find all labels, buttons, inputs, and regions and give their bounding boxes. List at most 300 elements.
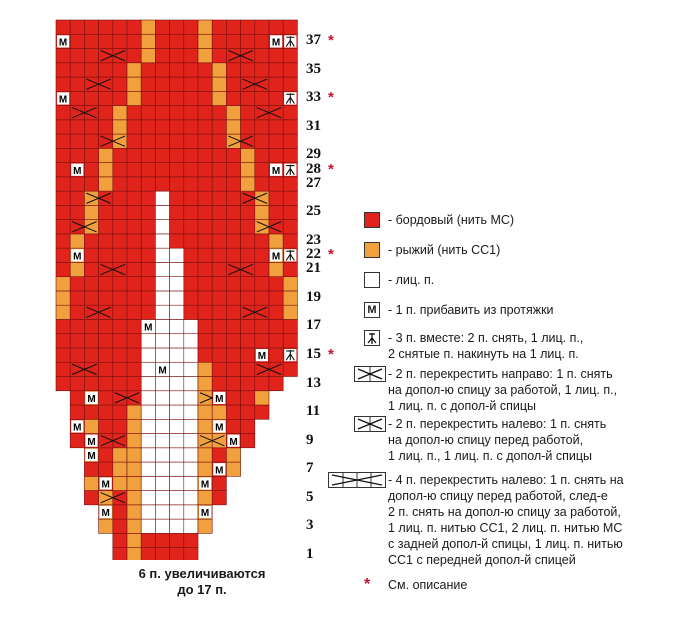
chart-cell [226,20,240,34]
chart-cell [127,120,141,134]
chart-cell [170,49,184,63]
chart-cell [184,277,198,291]
chart-cell [56,163,70,177]
chart-cell [141,120,155,134]
chart-cell [212,319,226,333]
chart-cell [269,120,283,134]
chart-cell [170,377,184,391]
chart-cell [70,120,84,134]
caption-line-1: 6 п. увеличиваются [138,566,266,581]
chart-cell [141,234,155,248]
chart-cell [155,334,169,348]
chart-cell [84,419,98,433]
chart-cell [226,334,240,348]
row-number-15: 15 [306,345,321,362]
chart-cell [283,262,297,276]
chart-cell [56,334,70,348]
chart-cell [113,248,127,262]
chart-cell [155,405,169,419]
chart-cell [99,419,113,433]
chart-cell [170,448,184,462]
chart-cell [226,291,240,305]
chart-cell [184,20,198,34]
chart-cell [184,519,198,533]
row-number-37: 37 [306,32,321,49]
chart-cell [198,106,212,120]
chart-cell [84,291,98,305]
make-one-mark: M [215,394,224,406]
chart-cell [170,462,184,476]
chart-cell [212,234,226,248]
chart-cell [70,234,84,248]
chart-cell [255,405,269,419]
chart-cell [84,163,98,177]
chart-cell [127,163,141,177]
chart-cell [99,163,113,177]
chart-cell [155,377,169,391]
chart-cell [113,234,127,248]
chart-cell [226,77,240,91]
chart-cell [198,291,212,305]
chart-cell [170,505,184,519]
star-icon: * [328,32,334,50]
chart-cell [99,462,113,476]
chart-cell [269,91,283,105]
chart-cell [198,134,212,148]
chart-cell [127,305,141,319]
chart-cell [56,262,70,276]
chart-cell [184,163,198,177]
chart-cell [184,63,198,77]
make-one-mark: M [271,37,281,49]
chart-cell [127,505,141,519]
chart-cell [226,462,240,476]
chart-cell [198,305,212,319]
chart-cell [184,106,198,120]
legend-text: - 2 п. перекрестить направо: 1 п. снять [388,367,613,381]
chart-cell [212,334,226,348]
chart-cell [56,20,70,34]
chart-cell [113,334,127,348]
chart-cell [255,34,269,48]
chart-cell [56,319,70,333]
chart-cell [84,262,98,276]
chart-cell [56,134,70,148]
chart-cell [70,49,84,63]
chart-cell [155,505,169,519]
chart-cell [155,120,169,134]
chart-cell [141,106,155,120]
chart-cell [141,362,155,376]
chart-cell [269,262,283,276]
chart-cell [226,220,240,234]
chart-cell [113,191,127,205]
chart-cell [113,305,127,319]
chart-cell [269,205,283,219]
chart-cell [198,491,212,505]
chart-cell [255,334,269,348]
chart-cell [283,134,297,148]
chart-cell [226,120,240,134]
chart-cell [84,377,98,391]
chart-cell [155,163,169,177]
chart-cell [155,77,169,91]
chart-cell [198,77,212,91]
chart-cell [170,548,184,560]
chart-cell [113,91,127,105]
chart-cell [155,148,169,162]
chart-cell [141,448,155,462]
chart-cell [113,448,127,462]
row-number-11: 11 [306,403,321,420]
chart-cell [99,362,113,376]
chart-cell [255,120,269,134]
chart-cell [84,334,98,348]
chart-cell [113,419,127,433]
row-number-35: 35 [306,60,321,77]
chart-cell [198,220,212,234]
chart-cell [170,533,184,547]
chart-cell [269,177,283,191]
chart-cell [226,277,240,291]
chart-cell [141,491,155,505]
chart-cell [212,277,226,291]
chart-cell [212,91,226,105]
chart-cell [269,134,283,148]
chart-cell [56,177,70,191]
row-number-1: 1 [306,545,314,562]
chart-cell [212,262,226,276]
chart-cell [155,462,169,476]
chart-cell [212,20,226,34]
chart-cell [170,63,184,77]
chart-cell [70,305,84,319]
chart-cell [226,234,240,248]
chart-cell [155,20,169,34]
chart-cell [241,234,255,248]
chart-cell [99,234,113,248]
legend-text: с задней допол-й спицы, 1 лиц. п. нитью [388,537,623,551]
chart-cell [255,49,269,63]
chart-cell [283,305,297,319]
chart-cell [84,348,98,362]
chart-cell [198,334,212,348]
chart-cell [127,262,141,276]
chart-cell [141,163,155,177]
chart-cell [155,348,169,362]
chart-cell [241,434,255,448]
chart-cell [198,262,212,276]
chart-cell [99,277,113,291]
chart-cell [184,262,198,276]
chart-cell [155,448,169,462]
chart-cell [226,319,240,333]
make-one-mark: M [158,365,167,377]
chart-cell [141,391,155,405]
make-one-mark: M [87,436,96,448]
chart-cell [127,476,141,490]
chart-cell [184,362,198,376]
chart-cell [170,34,184,48]
chart-cell [269,319,283,333]
chart-cell [141,77,155,91]
chart-cell [226,91,240,105]
chart-cell [212,77,226,91]
chart-cell [283,334,297,348]
chart-cell [170,348,184,362]
chart-cell [141,220,155,234]
chart-cell [84,177,98,191]
chart-cell [84,405,98,419]
chart-cell [127,91,141,105]
chart-cell [127,348,141,362]
chart-cell [198,163,212,177]
chart-cell [113,548,127,560]
chart-cell [113,148,127,162]
chart-cell [84,205,98,219]
chart-cell [127,291,141,305]
chart-cell [141,205,155,219]
chart-cell [84,91,98,105]
chart-cell [155,533,169,547]
chart-cell [255,262,269,276]
chart-cell [113,377,127,391]
chart-cell [127,77,141,91]
chart-cell [283,63,297,77]
chart-cell [99,205,113,219]
chart-cell [198,462,212,476]
chart-cell [212,491,226,505]
chart-cell [184,462,198,476]
chart-cell [170,519,184,533]
chart-cell [198,362,212,376]
chart-cell [255,377,269,391]
chart-cell [198,319,212,333]
chart-cell [170,134,184,148]
chart-cell [198,49,212,63]
chart-cell [226,305,240,319]
chart-cell [84,120,98,134]
chart-cell [226,348,240,362]
chart-cell [99,120,113,134]
chart-cell [84,476,98,490]
chart-cell [226,391,240,405]
chart-cell [127,319,141,333]
chart-cell [283,177,297,191]
chart-cell [113,405,127,419]
make-one-mark: M [257,351,267,363]
chart-cell [212,377,226,391]
legend-text: - лиц. п. [388,273,435,287]
chart-cell [170,305,184,319]
star-icon: * [328,89,334,107]
chart-cell [70,63,84,77]
chart-cell [141,262,155,276]
chart-cell [241,220,255,234]
chart-cell [212,405,226,419]
make-one-icon: M [364,302,380,318]
chart-cell [212,134,226,148]
chart-cell [184,476,198,490]
chart-cell [241,248,255,262]
decrease-icon [364,330,380,346]
chart-cell [99,519,113,533]
chart-cell [269,377,283,391]
make-one-mark: M [215,465,224,477]
chart-cell [184,77,198,91]
chart-cell [113,319,127,333]
legend-text: - 3 п. вместе: 2 п. снять, 1 лиц. п., [388,331,584,345]
chart-cell [141,291,155,305]
chart-cell [226,106,240,120]
chart-cell [141,134,155,148]
chart-cell [155,291,169,305]
chart-cell [155,34,169,48]
chart-cell [155,191,169,205]
chart-cell [99,391,113,405]
chart-cell [141,305,155,319]
chart-cell [241,63,255,77]
chart-cell [113,505,127,519]
chart-cell [70,391,84,405]
chart-cell [170,163,184,177]
chart-cell [241,391,255,405]
chart-cell [84,148,98,162]
chart-cell [184,305,198,319]
chart-cell [170,177,184,191]
chart-cell [170,291,184,305]
chart-cell [184,248,198,262]
row-number-13: 13 [306,374,321,391]
chart-cell [155,220,169,234]
chart-cell [184,505,198,519]
chart-cell [70,134,84,148]
chart-cell [113,519,127,533]
chart-cell [127,448,141,462]
chart-cell [155,262,169,276]
chart-cell [212,63,226,77]
row-number-5: 5 [306,488,314,505]
row-number-7: 7 [306,460,314,477]
chart-cell [70,291,84,305]
star-icon: * [328,160,334,178]
chart-cell [56,305,70,319]
chart-cell [241,319,255,333]
chart-cell [141,434,155,448]
chart-cell [241,362,255,376]
chart-cell [99,220,113,234]
chart-cell [184,434,198,448]
chart-cell [212,348,226,362]
chart-cell [141,63,155,77]
chart-cell [184,448,198,462]
chart-cell [255,391,269,405]
chart-cell [212,220,226,234]
chart-cell [155,177,169,191]
chart-cell [184,548,198,560]
orange-swatch [364,242,380,258]
chart-cell [155,63,169,77]
chart-cell [113,106,127,120]
chart-cell [184,391,198,405]
chart-cell [141,419,155,433]
chart-cell [141,20,155,34]
legend-text: на допол-ю спицу за работой, 1 лиц. п., [388,383,618,397]
chart-cell [127,548,141,560]
chart-cell [226,34,240,48]
cross-right-icon [354,366,386,382]
chart-cell [212,305,226,319]
chart-cell [198,191,212,205]
chart-cell [155,49,169,63]
chart-cell [198,34,212,48]
chart-cell [283,20,297,34]
chart-cell [212,177,226,191]
chart-cell [283,120,297,134]
chart-cell [113,120,127,134]
chart-cell [141,91,155,105]
chart-cell [269,334,283,348]
chart-cell [269,77,283,91]
chart-cell [241,334,255,348]
chart-cell [212,163,226,177]
chart-cell [255,319,269,333]
chart-cell [226,448,240,462]
chart-cell [155,106,169,120]
chart-cell [170,248,184,262]
chart-cell [226,191,240,205]
chart-cell [99,405,113,419]
chart-cell [212,191,226,205]
chart-cell [241,205,255,219]
make-one-mark: M [144,322,153,334]
chart-cell [113,77,127,91]
chart-cell [70,34,84,48]
chart-cell [255,205,269,219]
chart-cell [269,291,283,305]
chart-cell [241,20,255,34]
chart-cell [241,91,255,105]
chart-cell [155,277,169,291]
make-one-mark: M [87,451,96,463]
chart-cell [226,405,240,419]
chart-cell [56,49,70,63]
make-one-mark: M [101,479,110,491]
chart-cell [84,234,98,248]
chart-cell [127,362,141,376]
chart-cell [155,548,169,560]
chart-cell [241,120,255,134]
chart-cell [184,34,198,48]
chart-cell [255,291,269,305]
chart-cell [127,462,141,476]
chart-cell [283,362,297,376]
chart-cell [170,262,184,276]
chart-cell [99,63,113,77]
chart-cell [127,63,141,77]
chart-cell [84,134,98,148]
chart-cell [226,205,240,219]
chart-cell [212,120,226,134]
make-one-mark: M [215,422,224,434]
chart-cell [56,248,70,262]
chart-cell [170,419,184,433]
chart-cell [155,391,169,405]
chart-cell [184,533,198,547]
chart-cell [226,148,240,162]
chart-cell [127,533,141,547]
chart-cell [198,120,212,134]
